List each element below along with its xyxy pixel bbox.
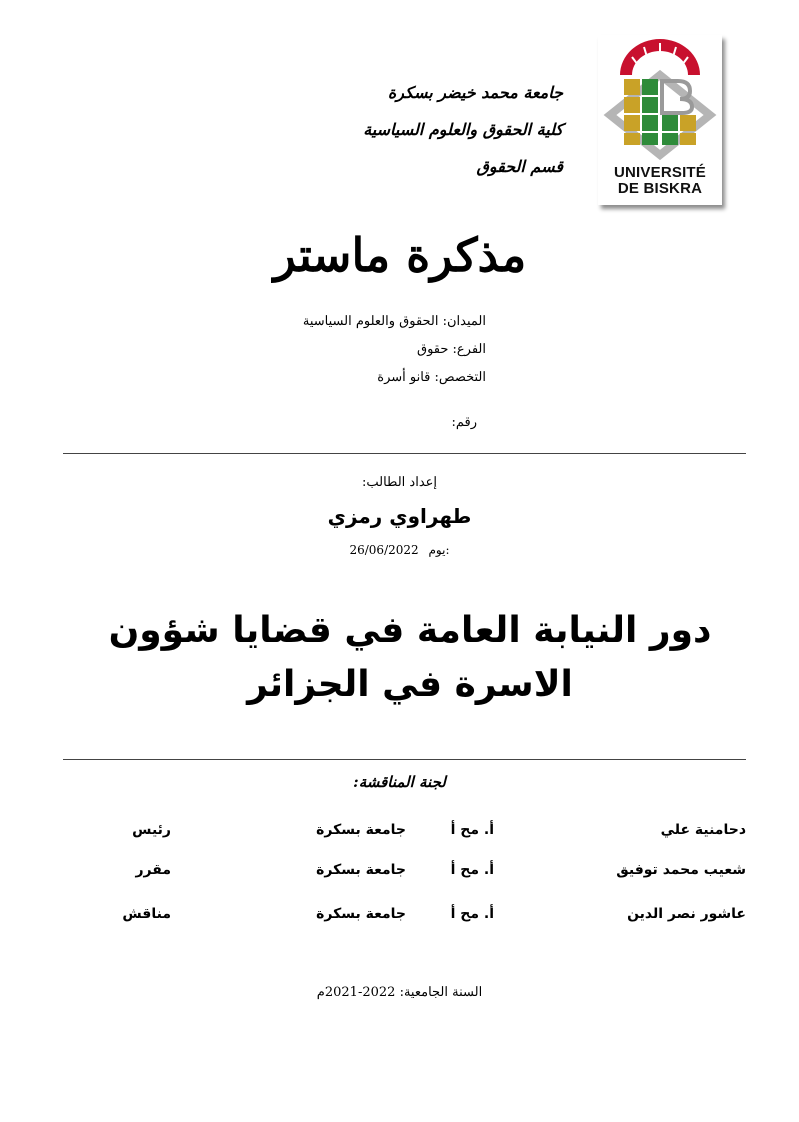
defense-date (0, 543, 799, 557)
faculty-name: كلية الحقوق والعلوم السياسية (363, 120, 563, 139)
logo-text-line2: DE BISKRA (617, 180, 703, 197)
academic-year: السنة الجامعية: 2022-2021م (316, 985, 483, 1000)
university-name: جامعة محمد خيضر بسكرة (387, 83, 563, 102)
member-university: جامعة بسكرة (316, 862, 406, 878)
logo-text-line1: UNIVERSITÉ (613, 164, 706, 181)
member-role: مناقش (122, 906, 171, 922)
specialty-line: التخصص: قانو أسرة (377, 370, 486, 385)
member-university: جامعة بسكرة (316, 822, 406, 838)
member-rank: أ. مح أ (450, 822, 494, 838)
member-name: دحامنية علي (660, 822, 746, 838)
department-name: قسم الحقوق (476, 157, 563, 176)
date-value: 26/06/2022 (349, 543, 419, 557)
prepared-by-label: إعداد الطالب: (361, 475, 438, 490)
document-type-title: مذكرة ماستر (273, 228, 527, 282)
field-line: الميدان: الحقوق والعلوم السياسية (302, 314, 486, 329)
thesis-title-line1: دور النيابة العامة في قضايا شؤون (108, 610, 712, 651)
date-label: يوم: (428, 543, 450, 557)
member-university: جامعة بسكرة (316, 906, 406, 922)
member-role: رئيس (132, 822, 171, 838)
branch-line: الفرع: حقوق (416, 342, 486, 357)
university-emblem-icon (598, 35, 722, 165)
thesis-title-line2: الاسرة في الجزائر (247, 664, 573, 705)
member-rank: أ. مح أ (450, 862, 494, 878)
university-logo (598, 35, 722, 205)
member-rank: أ. مح أ (450, 906, 494, 922)
committee-heading: لجنة المناقشة: (353, 773, 446, 791)
member-name: عاشور نصر الدين (627, 906, 746, 922)
member-name: شعيب محمد توفيق (616, 862, 746, 878)
student-name: طهراوي رمزي (327, 504, 472, 528)
member-role: مقرر (135, 862, 171, 878)
number-line: رقم: (451, 415, 477, 430)
divider-bottom (63, 759, 746, 760)
divider-top (63, 453, 746, 454)
